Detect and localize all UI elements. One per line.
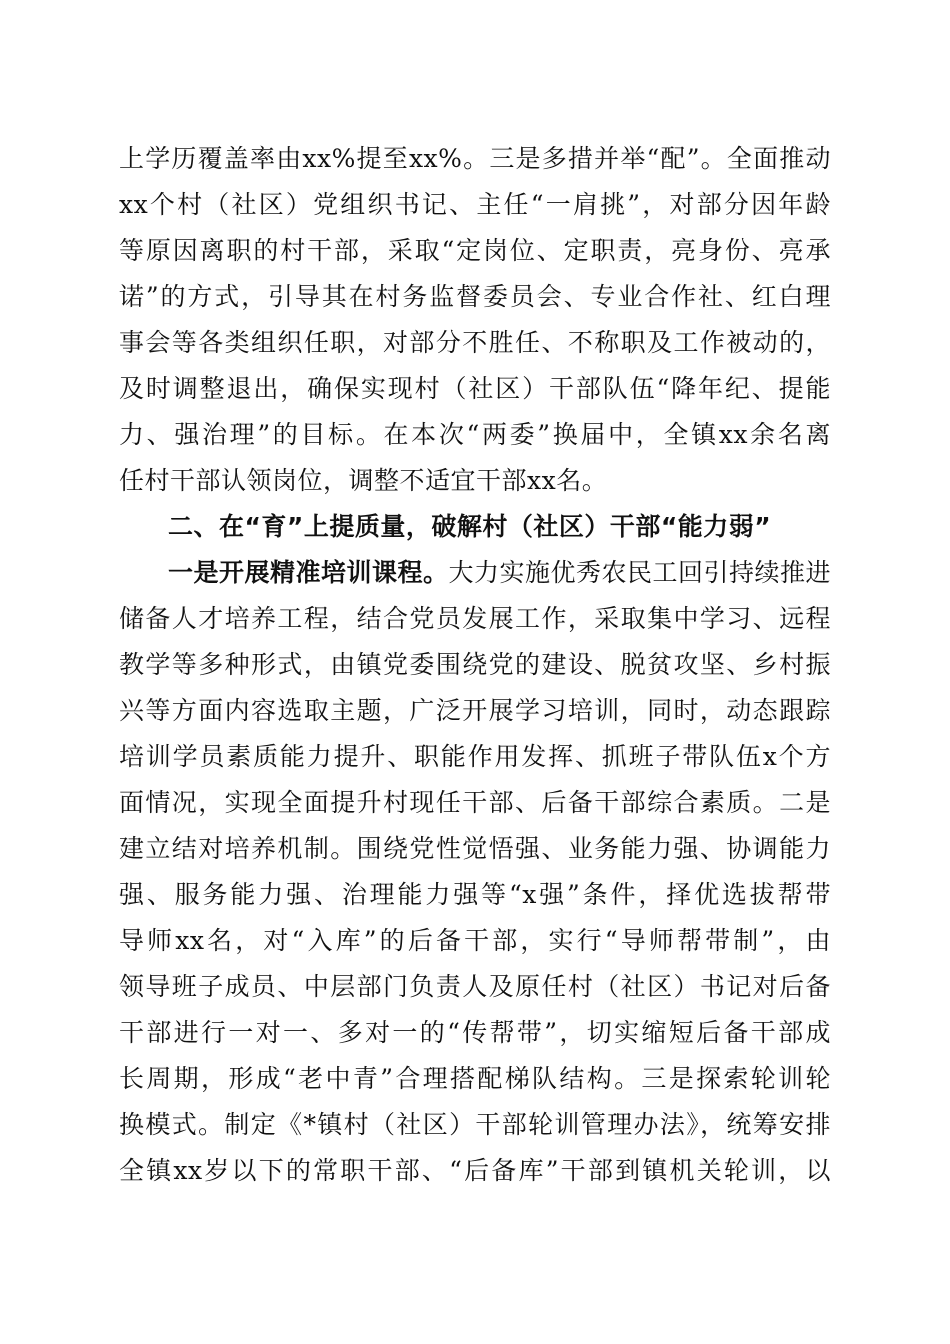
paragraph-line: 等原因离职的村干部，采取“定岗位、定职责，亮身份、亮承: [119, 236, 831, 265]
paragraph-line: xx个村（社区）党组织书记、主任“一肩挑”，对部分因年龄: [119, 190, 831, 219]
paragraph-first-line-rest: 大力实施优秀农民工回引持续推进: [448, 558, 832, 587]
paragraph-line: 长周期，形成“老中青”合理搭配梯队结构。三是探索轮训轮: [119, 1064, 831, 1093]
paragraph-line: 全镇xx岁以下的常职干部、“后备库”干部到镇机关轮训，以: [119, 1156, 831, 1185]
paragraph-first-line: [168, 558, 831, 588]
paragraph-line: 事会等各类组织任职，对部分不胜任、不称职及工作被动的，: [119, 328, 831, 357]
paragraph-line: 教学等多种形式，由镇党委围绕党的建设、脱贫攻坚、乡村振: [119, 650, 831, 679]
section-heading: 二、在“育”上提质量，破解村（社区）干部“能力弱”: [168, 512, 772, 541]
paragraph-line: 培训学员素质能力提升、职能作用发挥、抓班子带队伍x个方: [119, 742, 831, 771]
paragraph-line: 任村干部认领岗位，调整不适宜干部xx名。: [119, 466, 608, 495]
paragraph-line: 换模式。制定《*镇村（社区）干部轮训管理办法》，统筹安排: [119, 1110, 831, 1139]
paragraph-line: 导师xx名，对“入库”的后备干部，实行“导师帮带制”，由: [119, 926, 831, 955]
paragraph-line: 储备人才培养工程，结合党员发展工作，采取集中学习、远程: [119, 604, 831, 633]
paragraph-line: 兴等方面内容选取主题，广泛开展学习培训，同时，动态跟踪: [119, 696, 831, 725]
paragraph-line: 及时调整退出，确保实现村（社区）干部队伍“降年纪、提能: [119, 374, 831, 403]
paragraph-line: 力、强治理”的目标。在本次“两委”换届中，全镇xx余名离: [119, 420, 831, 449]
paragraph-line: 面情况，实现全面提升村现任干部、后备干部综合素质。二是: [119, 788, 831, 817]
paragraph-line: 强、服务能力强、治理能力强等“x强”条件，择优选拔帮带: [119, 880, 831, 909]
paragraph-lead: 一是开展精准培训课程。: [168, 558, 449, 587]
paragraph-line: 干部进行一对一、多对一的“传帮带”，切实缩短后备干部成: [119, 1018, 831, 1047]
paragraph-line: 领导班子成员、中层部门负责人及原任村（社区）书记对后备: [119, 972, 831, 1001]
paragraph-line: 建立结对培养机制。围绕党性觉悟强、业务能力强、协调能力: [119, 834, 831, 863]
paragraph-line: 上学历覆盖率由xx%提至xx%。三是多措并举“配”。全面推动: [119, 144, 831, 173]
paragraph-line: 诺”的方式，引导其在村务监督委员会、专业合作社、红白理: [119, 282, 831, 311]
